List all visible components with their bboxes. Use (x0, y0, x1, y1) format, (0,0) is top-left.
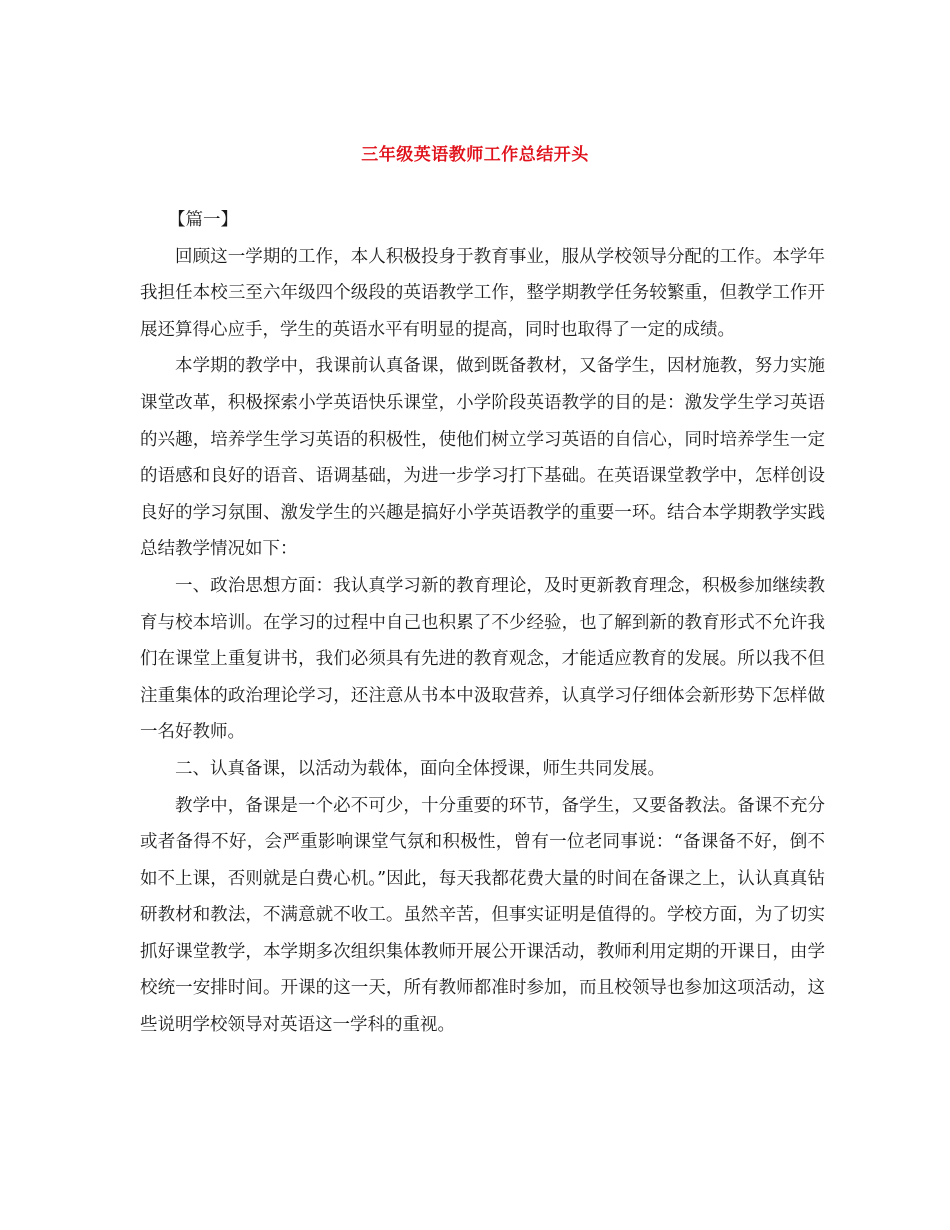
section-label: 【篇一】 (168, 210, 238, 230)
paragraph-5: 教学中，备课是一个必不可少，十分重要的环节，备学生，又要备教法。备课不充分或者备得不好，会严重影响课堂气氛和积极性，曾有一位老同事说：“备课备不好，倒不如不上课，否则就是白费心机。”因此，每天我都花费大量的时间在备课之上，认认真真钻研教材和教法，不满意就不收工。虽然辛苦，但事实证明是值得的。学校方面，为了切实抓好课堂教学，本学期多次组织集体教师开展公开课活动，教师利用定期的开课日，由学校统一安排时间。开课的这一天，所有教师都准时参加，而且校领导也参加这项活动，这些说明学校领导对英语这一学科的重视。 (140, 795, 825, 1036)
paragraph-1: 回顾这一学期的工作，本人积极投身于教育事业，服从学校领导分配的工作。本学年我担任本校三至六年级四个级段的英语教学工作，整学期教学任务较繁重，但教学工作开展还算得心应手，学生的英语水平有明显的提高，同时也取得了一定的成绩。 (140, 246, 825, 340)
document-title: 三年级英语教师工作总结开头 (361, 145, 589, 165)
document-body (140, 202, 825, 1044)
paragraph-2: 本学期的教学中，我课前认真备课，做到既备教材，又备学生，因材施教，努力实施课堂改革，积极探索小学英语快乐课堂，小学阶段英语教学的目的是：激发学生学习英语的兴趣，培养学生学习英语的积极性，使他们树立学习英语的自信心，同时培养学生一定的语感和良好的语音、语调基础，为进一步学习打下基础。在英语课堂教学中，怎样创设良好的学习氛围、激发学生的兴趣是搞好小学英语教学的重要一环。结合本学期教学实践总结教学情况如下： (140, 356, 825, 560)
paragraph-4: 二、认真备课，以活动为载体，面向全体授课，师生共同发展。 (175, 758, 665, 779)
paragraph-3: 一、政治思想方面：我认真学习新的教育理论，及时更新教育理念，积极参加继续教育与校本培训。在学习的过程中自己也积累了不少经验，也了解到新的教育形式不允许我们在课堂上重复讲书，我们必须具有先进的教育观念，才能适应教育的发展。所以我不但注重集体的政治理论学习，还注意从书本中汲取营养，认真学习仔细体会新形势下怎样做一名好教师。 (140, 575, 825, 743)
